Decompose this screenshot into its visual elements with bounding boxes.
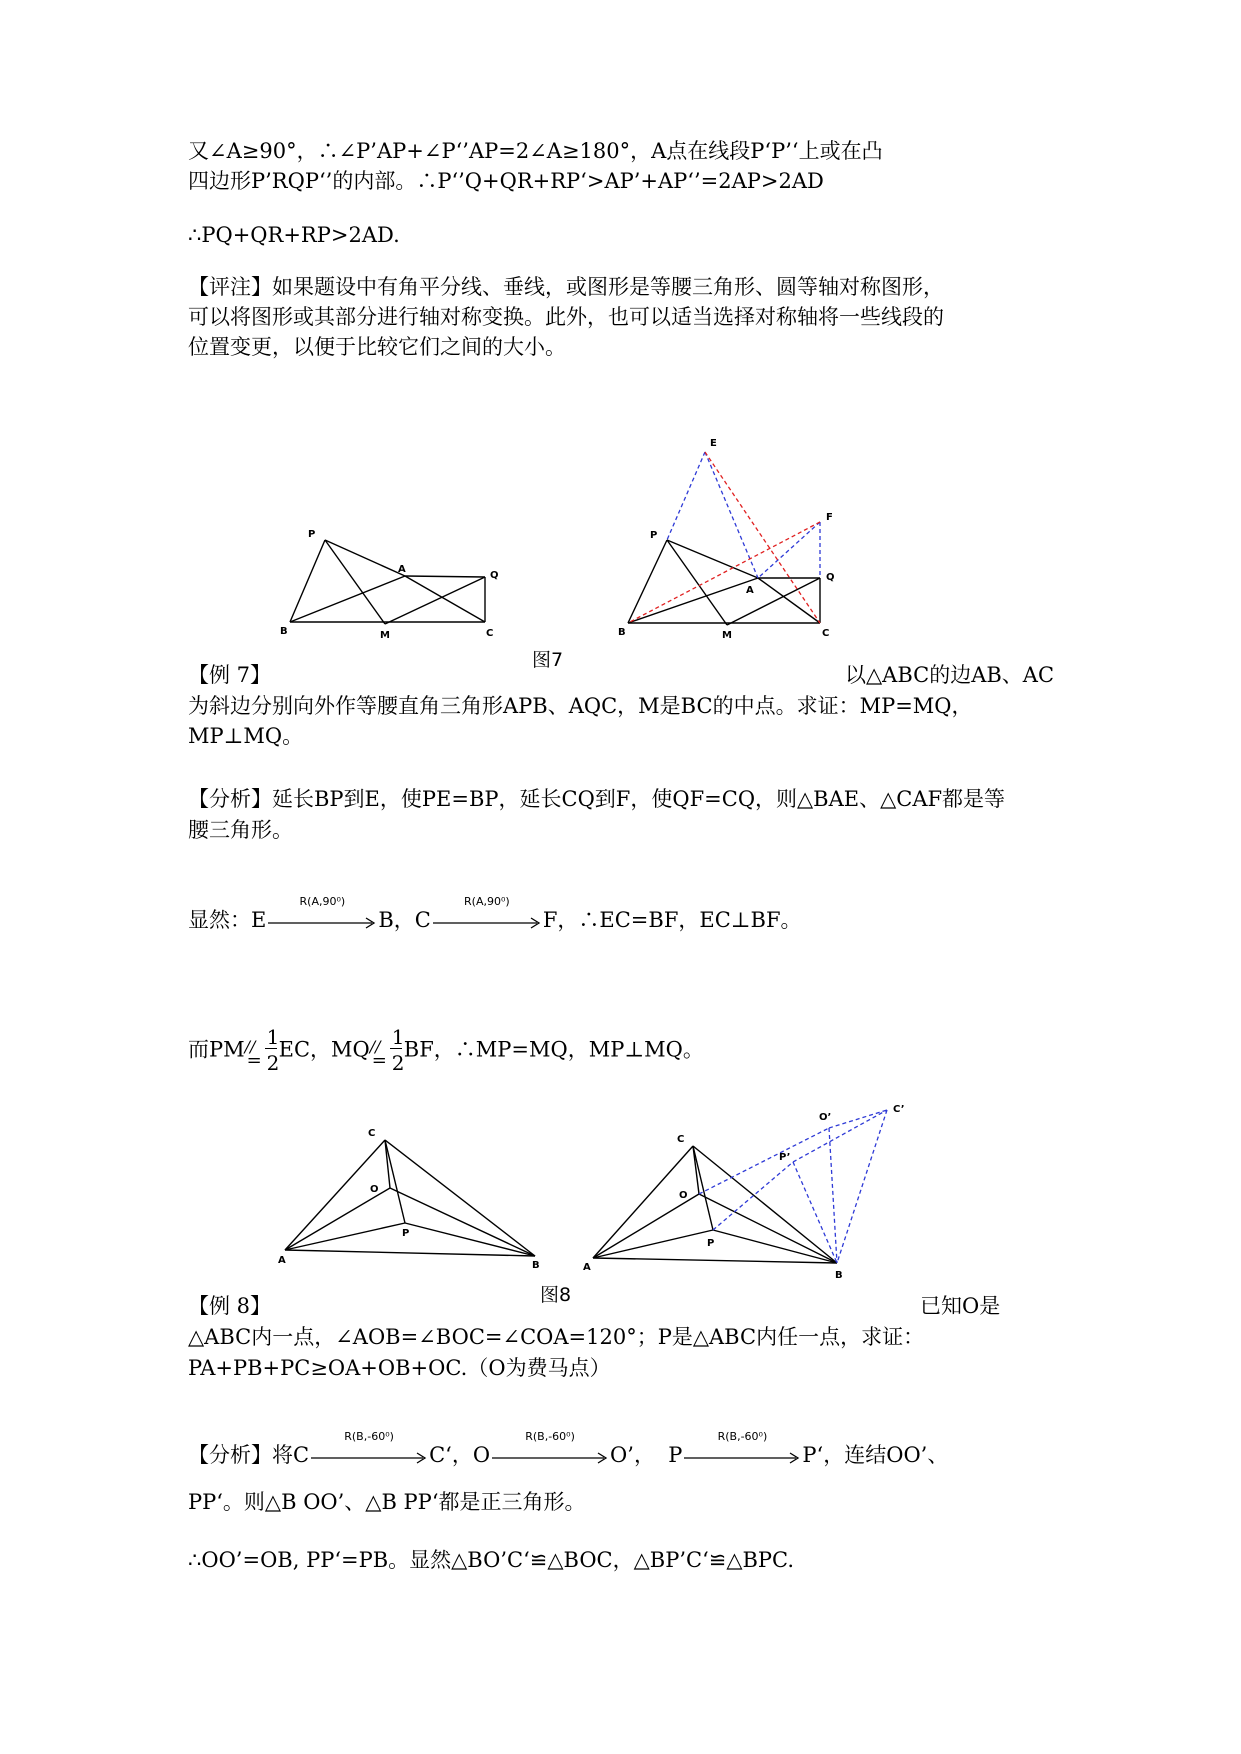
label-M: M <box>722 630 732 640</box>
figure-8-left <box>270 1120 560 1270</box>
text-line: 又∠A≥90°，∴∠P’AP+∠P‘’AP=2∠A≥180°，A点在线段P‘P’‘上或在凸 <box>188 139 883 163</box>
fraction-numerator: 1 <box>266 1025 280 1049</box>
label-O-prime: O’ <box>819 1112 832 1123</box>
text-span: O’， P <box>610 1443 683 1467</box>
label-Q: Q <box>826 572 835 583</box>
text-line: PP‘。则△B OO’、△B PP‘都是正三角形。 <box>188 1490 586 1514</box>
label-A: A <box>746 585 754 596</box>
figure-7-caption: 图7 <box>532 649 564 671</box>
text-span: 显然：E <box>188 908 267 932</box>
parallel-half-symbol: // = 1 2 <box>370 1026 404 1076</box>
text-span: F，∴EC=BF，EC⊥BF。 <box>542 908 802 932</box>
text-span: P‘，连结OO’、 <box>802 1443 949 1467</box>
text-line: 为斜边分别向外作等腰直角三角形APB、AQC，M是BC的中点。求证：MP=MQ， <box>188 694 973 718</box>
label-M: M <box>380 630 390 640</box>
rotation-arrow <box>431 894 543 937</box>
figure-7-left <box>280 520 510 640</box>
example-8-label: 【例 8】 <box>188 1294 272 1318</box>
figure-8-right <box>575 1090 915 1290</box>
text-line: ∴PQ+QR+RP>2AD. <box>188 223 400 247</box>
arrow-label: R(B,-60⁰) <box>525 1429 575 1443</box>
fraction-denominator: 2 <box>266 1051 280 1075</box>
label-O: O <box>370 1184 379 1195</box>
label-P: P <box>308 529 316 540</box>
label-C: C <box>368 1128 376 1139</box>
label-A: A <box>398 564 406 575</box>
label-O: O <box>679 1190 688 1201</box>
figure-7-right <box>600 430 860 640</box>
midline-statement <box>188 1026 704 1076</box>
text-line: 以△ABC的边AB、AC <box>845 663 1055 687</box>
figure-8-caption: 图8 <box>540 1284 572 1306</box>
text-line: PA+PB+PC≥OA+OB+OC.（O为费马点） <box>188 1356 611 1380</box>
label-P: P <box>707 1238 715 1249</box>
label-A: A <box>583 1262 591 1273</box>
text-line: 位置变更，以便于比较它们之间的大小。 <box>188 335 566 359</box>
label-A: A <box>278 1255 286 1266</box>
label-B: B <box>280 626 288 637</box>
text-line: 【分析】延长BP到E，使PE=BP，延长CQ到F，使QF=CQ，则△BAE、△CAF都是等 <box>188 787 1006 811</box>
label-F: F <box>826 512 833 523</box>
example-7-label: 【例 7】 <box>188 663 272 687</box>
text-line: 已知O是 <box>920 1294 1001 1318</box>
rotation-arrow <box>266 894 378 937</box>
text-span: 而PM <box>188 1037 245 1062</box>
text-span: C‘，O <box>429 1443 491 1467</box>
text-span: BF，∴MP=MQ，MP⊥MQ。 <box>403 1037 704 1062</box>
arrow-label: R(A,90⁰) <box>299 894 346 908</box>
label-B: B <box>835 1270 843 1281</box>
label-Q: Q <box>490 570 499 581</box>
label-P: P <box>402 1228 410 1239</box>
rotation-arrow <box>309 1429 429 1472</box>
fraction-denominator: 2 <box>391 1051 405 1075</box>
label-B: B <box>532 1260 540 1270</box>
label-E: E <box>710 438 717 449</box>
text-line: ∴OO’=OB, PP‘=PB。显然△BO’C‘≌△BOC，△BP’C‘≌△BPC. <box>188 1548 795 1572</box>
label-P-prime: P’ <box>779 1152 791 1163</box>
text-line: 【评注】如果题设中有角平分线、垂线，或图形是等腰三角形、圆等轴对称图形， <box>188 275 944 299</box>
label-P: P <box>650 530 658 541</box>
fraction-numerator: 1 <box>391 1025 405 1049</box>
text-line: 四边形P’RQP‘’的内部。∴P‘’Q+QR+RP‘>AP’+AP‘’=2AP>2AD <box>188 169 824 193</box>
text-line: 可以将图形或其部分进行轴对称变换。此外，也可以适当选择对称轴将一些线段的 <box>188 305 944 329</box>
arrow-label: R(A,90⁰) <box>464 894 510 908</box>
label-C: C <box>822 628 830 639</box>
label-C: C <box>486 628 494 639</box>
label-C: C <box>677 1134 685 1145</box>
text-span: B，C <box>378 908 431 932</box>
rotation-arrow <box>490 1429 610 1472</box>
arrow-label: R(B,-60⁰) <box>344 1429 394 1443</box>
rotation-statement <box>188 894 802 937</box>
parallel-half-symbol: // = 1 2 <box>245 1026 279 1076</box>
text-line: △ABC内一点，∠AOB=∠BOC=∠COA=120°；P是△ABC内任一点，求证： <box>188 1325 925 1349</box>
rotation-arrow <box>682 1429 802 1472</box>
text-span: EC，MQ <box>278 1037 370 1062</box>
text-span: 【分析】将C <box>188 1443 310 1467</box>
text-line: MP⊥MQ。 <box>188 724 304 748</box>
rotation-statement <box>188 1429 949 1472</box>
label-B: B <box>618 627 626 638</box>
label-C-prime: C’ <box>893 1104 905 1115</box>
arrow-label: R(B,-60⁰) <box>717 1429 768 1443</box>
text-line: 腰三角形。 <box>188 818 293 842</box>
